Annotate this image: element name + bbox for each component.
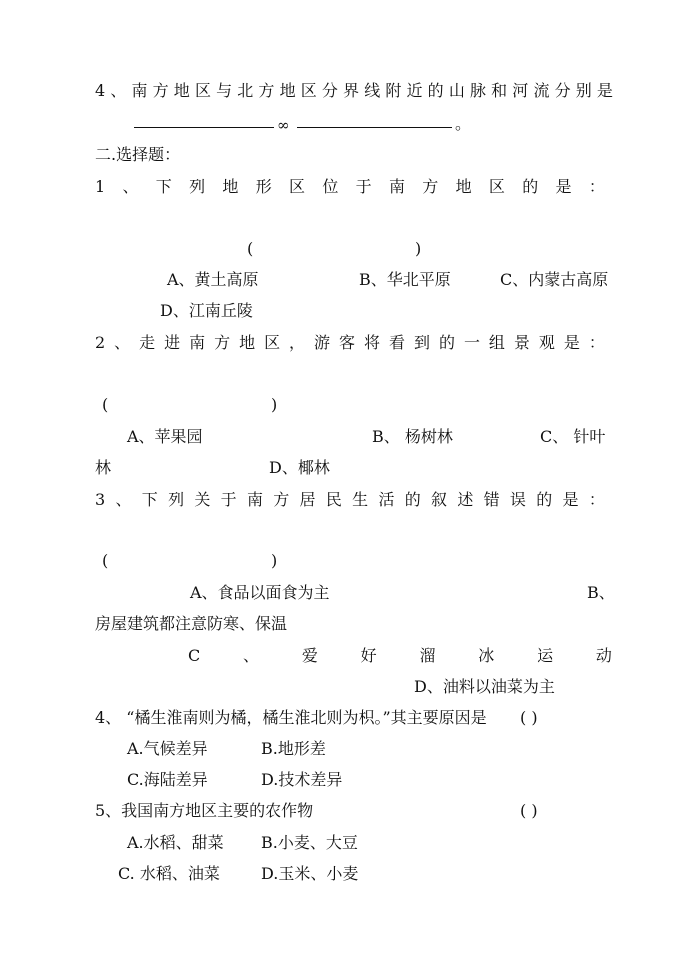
question-5: 5、我国南方地区主要的农作物 (95, 801, 314, 820)
answer-paren[interactable]: ( ) (520, 801, 538, 820)
answer-paren-open[interactable]: ( (247, 239, 254, 258)
option-c[interactable]: C、 针叶 (540, 427, 606, 446)
option-c[interactable]: C. 水稻、油菜 (118, 864, 220, 883)
option-c[interactable]: C、内蒙古高原 (500, 270, 609, 289)
option-d[interactable]: D、江南丘陵 (160, 301, 253, 320)
answer-paren-close[interactable]: ) (415, 239, 422, 258)
option-b-label[interactable]: B、 (587, 583, 615, 602)
question-3: 3 、 下 列 关 于 南 方 居 民 生 活 的 叙 述 错 误 的 是 ： (95, 490, 605, 509)
option-b[interactable]: B、 杨树林 (372, 427, 453, 446)
answer-paren-close[interactable]: ) (271, 395, 278, 414)
option-d[interactable]: D、椰林 (269, 458, 330, 477)
option-b[interactable]: B.小麦、大豆 (261, 833, 358, 852)
option-c[interactable]: C 、 爱 好 溜 冰 运 动 (188, 646, 612, 665)
option-d[interactable]: D.技术差异 (261, 770, 343, 789)
option-a[interactable]: A、食品以面食为主 (190, 583, 330, 602)
option-a[interactable]: A.气候差异 (127, 739, 208, 758)
answer-blank-2[interactable] (297, 127, 452, 128)
option-d[interactable]: D.玉米、小麦 (261, 864, 359, 883)
answer-blank-1[interactable] (134, 127, 274, 128)
connector-symbol: ∞ (277, 116, 290, 134)
question-number: 4 (95, 81, 106, 100)
section-title: 二.选择题： (95, 145, 181, 164)
question-1: 1 、 下 列 地 形 区 位 于 南 方 地 区 的 是 ： (95, 177, 605, 196)
question-2: 2 、 走 进 南 方 地 区 ， 游 客 将 看 到 的 一 组 景 观 是 ： (95, 333, 605, 352)
option-c[interactable]: C.海陆差异 (127, 770, 208, 789)
answer-paren-open[interactable]: ( (102, 395, 109, 414)
option-a[interactable]: A、黄土高原 (167, 270, 259, 289)
option-a[interactable]: A.水稻、甜菜 (127, 833, 224, 852)
option-c-continued: 林 (95, 458, 112, 477)
option-b[interactable]: B、华北平原 (359, 270, 451, 289)
question-4: 4、 “橘生淮南则为橘，橘生淮北则为枳。”其主要原因是 (95, 708, 487, 727)
option-a[interactable]: A、苹果园 (127, 427, 203, 446)
option-b[interactable]: B.地形差 (261, 739, 326, 758)
answer-paren-open[interactable]: ( (102, 551, 109, 570)
option-d[interactable]: D、油料以油菜为主 (414, 677, 555, 696)
fill-question-4: 4 、 南 方 地 区 与 北 方 地 区 分 界 线 附 近 的 山 脉 和 河 流 分 别 是 (95, 81, 613, 100)
option-b-text[interactable]: 房屋建筑都注意防寒、保温 (95, 614, 288, 633)
period: 。 (455, 114, 472, 133)
answer-paren[interactable]: ( ) (520, 708, 538, 727)
answer-paren-close[interactable]: ) (271, 551, 278, 570)
